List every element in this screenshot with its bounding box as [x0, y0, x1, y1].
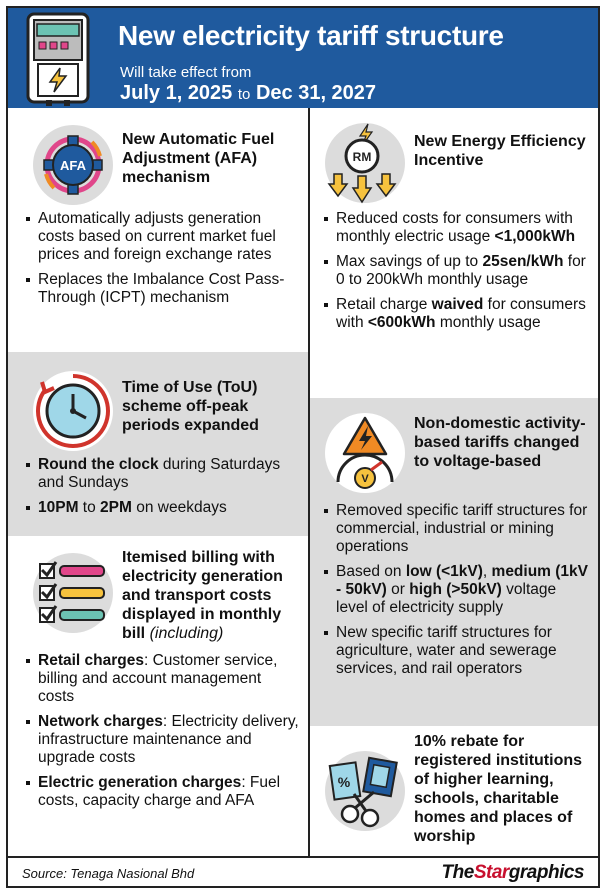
infographic: [6, 6, 600, 888]
list-item: [26, 713, 300, 767]
afa-gear-icon: [30, 122, 116, 208]
list-item: [324, 253, 592, 289]
voltage-b2-a: Based on: [336, 563, 406, 580]
coupon-scissors-icon: [322, 748, 408, 834]
eei-b3-bold2: <600kWh: [367, 314, 436, 331]
afa-bullets: [26, 210, 296, 314]
voltage-b2-b: ,: [482, 563, 492, 580]
list-item: [26, 456, 300, 492]
tou-bullets: [26, 456, 300, 524]
logo-graphics: graphics: [508, 862, 584, 883]
list-item: [324, 296, 592, 332]
logo-star: Star: [473, 862, 509, 883]
generation-charges-label: Electric generation charges: [38, 774, 242, 791]
tou-weekend-bold: Round the clock: [38, 456, 159, 473]
column-divider: [308, 108, 310, 856]
voltage-high: high (>50kV): [409, 581, 502, 598]
tou-title: Time of Use (ToU) scheme off-peak periods expanded: [122, 379, 259, 434]
footer: [8, 856, 598, 886]
start-date: July 1, 2025: [120, 82, 233, 104]
voltage-bullets: [324, 502, 592, 685]
list-item: Replaces the Imbalance Cost Pass-Through (ICPT) mechanism: [26, 271, 296, 307]
retail-charges-text: : Customer service, billing and account management costs: [38, 652, 278, 705]
eei-b2-text: Max savings of up to: [336, 253, 483, 270]
afa-icon-label: AFA: [60, 158, 86, 173]
tou-weekend-text: during Saturdays and Sundays: [38, 456, 281, 491]
date-connector: to: [237, 86, 251, 103]
billing-panel: [8, 536, 308, 856]
tou-time-connector: to: [78, 499, 101, 516]
voltage-icon-label: V: [361, 473, 369, 485]
voltage-b2-c: or: [386, 581, 410, 598]
voltage-warning-icon: [322, 410, 408, 496]
rebate-panel: [310, 726, 598, 856]
electric-meter-icon: [24, 12, 92, 106]
rm-icon-label: RM: [352, 150, 372, 164]
end-date: Dec 31, 2027: [255, 82, 377, 104]
billing-bullets: [26, 652, 300, 817]
billing-title-text: Itemised billing with electricity generation and transport costs displayed in monthly bill: [122, 549, 283, 642]
retail-charges-label: Retail charges: [38, 652, 144, 669]
rebate-title: 10% rebate for registered institutions of higher learning, schools, charitable homes and places of worship: [414, 733, 583, 845]
eei-title: New Energy Efficiency Incentive: [414, 133, 586, 169]
voltage-b2-d: voltage level of electricity supply: [336, 581, 557, 616]
rm-savings-icon: [322, 120, 408, 206]
eei-b3-text: Retail charge: [336, 296, 432, 313]
list-item: [324, 563, 592, 617]
logo-the: The: [441, 862, 474, 883]
generation-charges-text: : Fuel costs, capacity charge and AFA: [38, 774, 281, 809]
network-charges-label: Network charges: [38, 713, 163, 730]
eei-b3-mid: for consumers with: [336, 296, 586, 331]
billing-title: [122, 548, 302, 643]
rebate-icon-label: %: [337, 774, 351, 790]
voltage-title: Non-domestic activity-based tariffs changed to voltage-based: [414, 415, 586, 470]
tou-weekday-text: on weekdays: [131, 499, 227, 516]
voltage-medium: medium (1kV - 50kV): [336, 563, 589, 598]
checklist-icon: [30, 550, 116, 636]
page-title: New electricity tariff structure: [118, 20, 504, 51]
list-item: Automatically adjusts generation costs based on current market fuel prices and foreign exchange rates: [26, 210, 296, 264]
thestar-graphics-logo: [442, 862, 584, 884]
effective-subtitle: Will take effect from: [120, 64, 252, 81]
eei-b2-rest: for 0 to 200kWh monthly usage: [336, 253, 586, 288]
list-item: New specific tariff structures for agriculture, water and sewerage services, and rail operators: [324, 624, 592, 678]
list-item: [26, 774, 300, 810]
clock-icon: [30, 368, 116, 454]
list-item: [26, 499, 300, 517]
network-charges-text: : Electricity delivery, infrastructure maintenance and upgrade costs: [38, 713, 299, 766]
eei-b1-text: Reduced costs for consumers with monthly electric usage: [336, 210, 573, 245]
tou-end-time: 2PM: [100, 499, 132, 516]
eei-b2-bold: 25sen/kWh: [482, 253, 564, 270]
eei-bullets: [324, 210, 592, 339]
afa-panel: [8, 108, 308, 352]
voltage-panel: [310, 398, 598, 726]
list-item: [26, 652, 300, 706]
source-credit: Source: Tenaga Nasional Bhd: [22, 866, 195, 881]
effective-dates: [120, 82, 376, 105]
tou-start-time: 10PM: [38, 499, 79, 516]
list-item: [324, 210, 592, 246]
eei-panel: [310, 108, 598, 398]
list-item: Removed specific tariff structures for commercial, industrial or mining operations: [324, 502, 592, 556]
afa-title: New Automatic Fuel Adjustment (AFA) mechanism: [122, 131, 275, 186]
eei-b3-bold: waived: [431, 296, 484, 313]
header-banner: [8, 8, 598, 108]
eei-b1-bold: <1,000kWh: [494, 228, 576, 245]
billing-title-italic: (including): [149, 625, 224, 642]
eei-b3-rest: monthly usage: [435, 314, 541, 331]
tou-panel: [8, 352, 308, 536]
voltage-low: low (<1kV): [405, 563, 483, 580]
